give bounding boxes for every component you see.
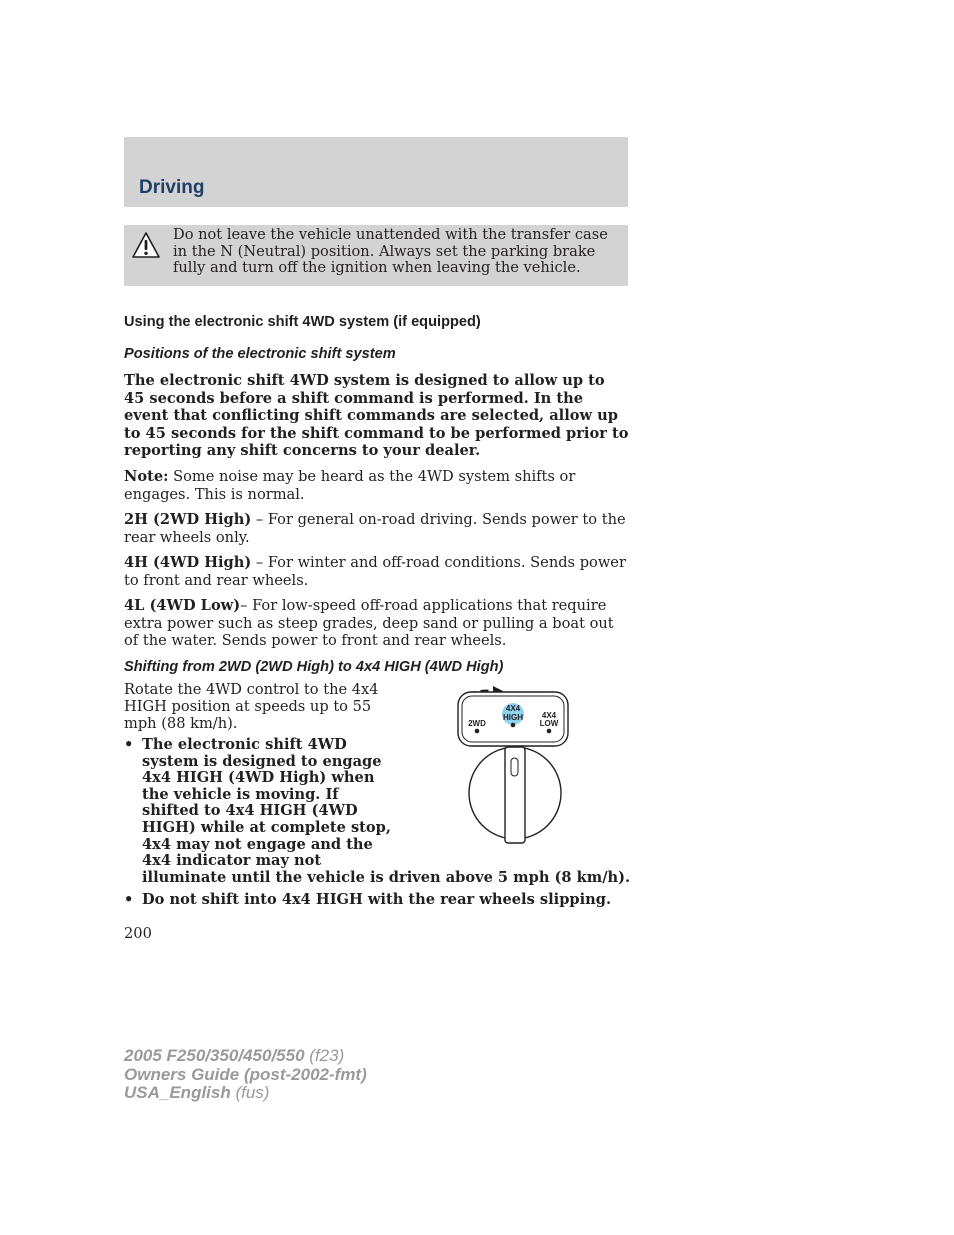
position-dot-4x4-high [511, 723, 516, 728]
footer-line-2: Owners Guide (post-2002-fmt) [124, 1064, 367, 1084]
position-item-2h: 2H (2WD High) – For general on-road driving. Sends power to the rear wheels only. [124, 511, 626, 546]
document-footer [124, 1047, 367, 1103]
footer-line-1: 2005 F250/350/450/550 (f23) [124, 1046, 345, 1065]
footer-line-3: USA_English (fus) [124, 1083, 270, 1102]
note-paragraph: Note: Some noise may be heard as the 4WD system shifts or engages. This is normal. [124, 468, 576, 503]
bullet-text: The electronic shift 4WD system is designed to engage 4x4 HIGH (4WD High) when the vehicle is moving. If shifted to 4x4 HIGH (4WD HIGH) while at complete stop, 4x4 may not engage and the 4x4 indicator may not illuminate until the vehicle is driven above 5 mph (8 km/h). [142, 736, 631, 886]
label-4x4-high-bottom: HIGH [503, 713, 523, 722]
position-dot-4x4-low [547, 729, 552, 734]
warning-text: Do not leave the vehicle unattended with the transfer case in the N (Neutral) position. Always set the parking brake fully and turn off the ignition when leaving the vehicle. [173, 226, 608, 277]
note-label: Note: [124, 468, 169, 485]
position-item-4l: 4L (4WD Low)– For low-speed off-road applications that require extra power such as steep grades, deep sand or pulling a boat out of the water. Sends power to front and rear wheels. [124, 597, 614, 650]
label-4x4-high-top: 4X4 [505, 704, 521, 713]
label-4x4-low-bottom: LOW [539, 719, 559, 728]
position-item-4h: 4H (4WD High) – For winter and off-road conditions. Sends power to front and rear wheels. [124, 554, 626, 589]
page-number: 200 [124, 925, 152, 942]
shifting-title: Shifting from 2WD (2WD High) to 4x4 HIGH (4WD High) [124, 659, 504, 675]
position-dot-2wd [475, 729, 480, 734]
dial-pointer-mark [511, 758, 518, 776]
section-header-band [124, 137, 628, 207]
label-2wd: 2WD [468, 719, 486, 728]
delay-warning-paragraph: The electronic shift 4WD system is designed to allow up to 45 seconds before a shift command is performed. In the event that conflicting shift commands are selected, allow up to 45 seconds for the shift command to be performed prior to reporting any shift concerns to your dealer. [124, 372, 629, 460]
section-title: Driving [139, 177, 205, 198]
positions-title: Positions of the electronic shift system [124, 346, 396, 362]
shifting-intro: Rotate the 4WD control to the 4x4 HIGH position at speeds up to 55 mph (88 km/h). [124, 681, 379, 732]
subsection-title: Using the electronic shift 4WD system (if equipped) [124, 314, 481, 330]
4wd-control-dial-figure [453, 686, 573, 846]
warning-box [124, 225, 628, 286]
label-4x4-low-top: 4X4 [541, 711, 557, 720]
